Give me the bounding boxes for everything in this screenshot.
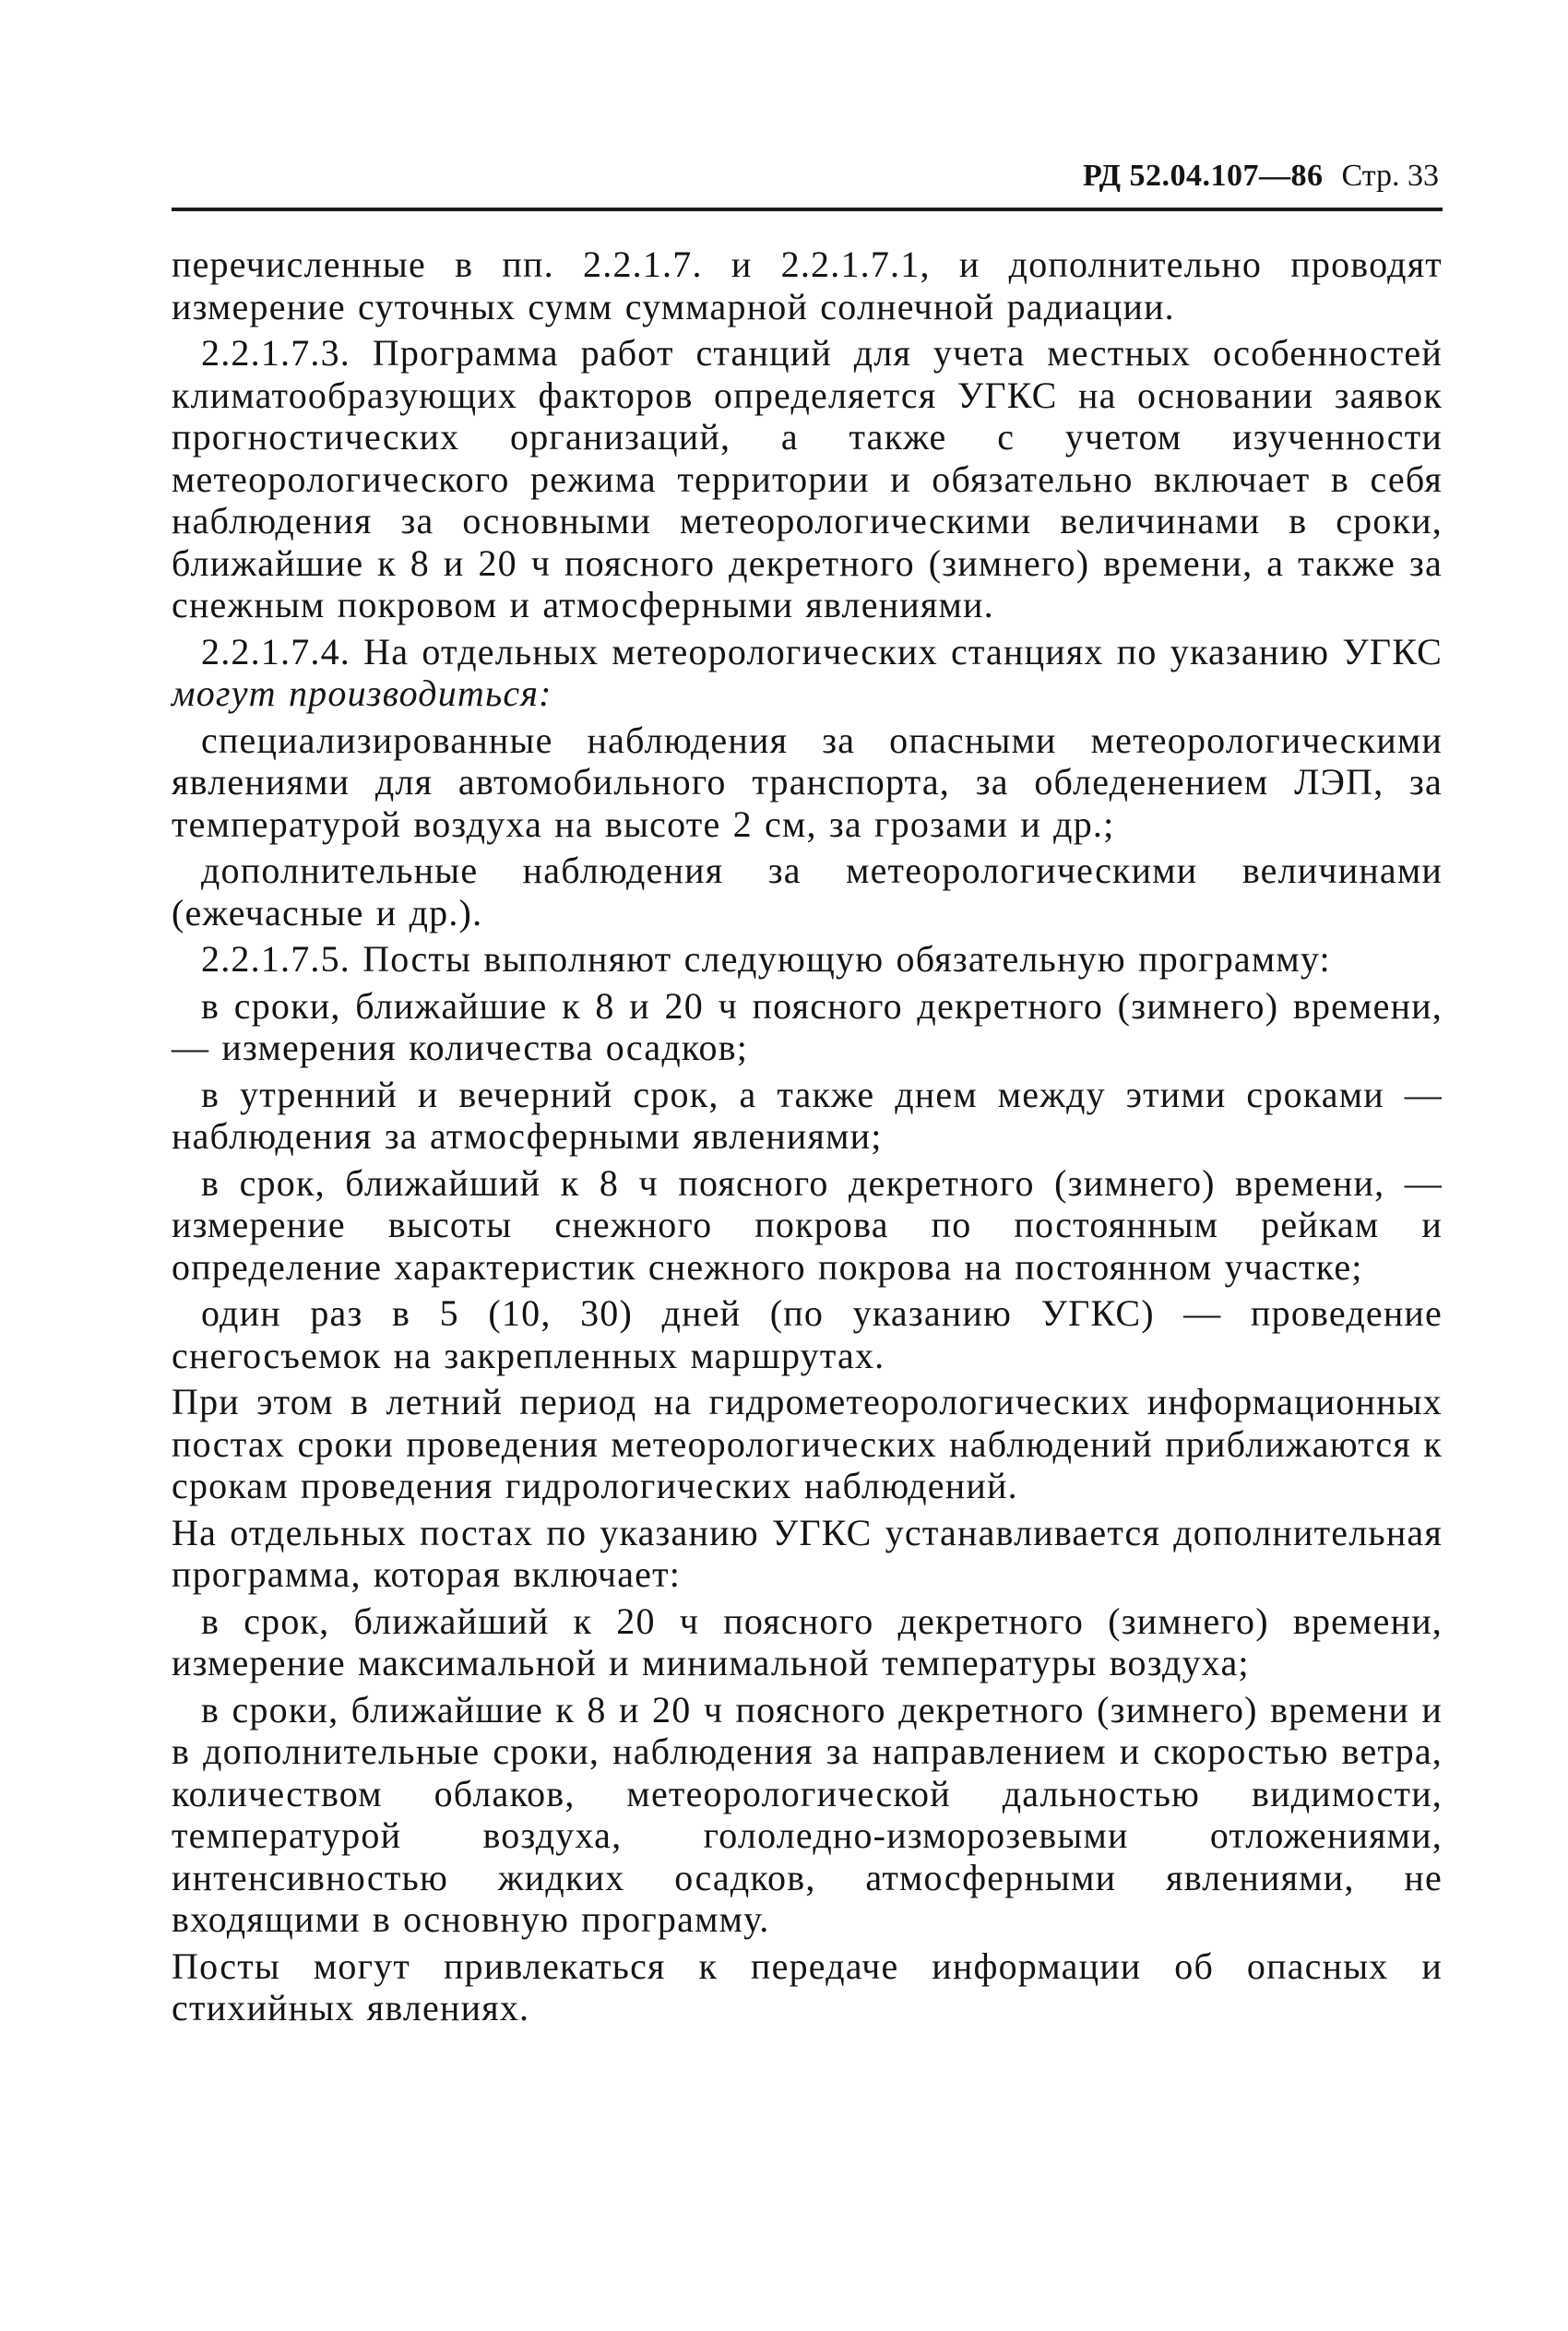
paragraph: дополнительные наблюдения за метеорологическими величинами (ежечасные и др.). [172,850,1443,934]
paragraph: 2.2.1.7.3. Программа работ станций для учета местных особенностей климатообразующих факторов определяется УГКС на основании заявок прогностических организаций, а также с учетом изученности метеорологического режима территории и обязательно включает в себя наблюдения за основными метеорологическими величинами в сроки, ближайшие к 8 и 20 ч поясного декретного (зимнего) времени, а также за снежным покровом и атмосферными явлениями. [172,332,1443,625]
paragraph-lead: 2.2.1.7.4. На отдельных метеорологических станциях по указанию УГКС [201,630,1443,672]
paragraph: При этом в летний период на гидрометеорологических информационных постах сроки проведения метеорологических наблюдений приближаются к срокам проведения гидрологических наблюдений. [172,1381,1443,1506]
paragraph: в срок, ближайший к 8 ч поясного декретного (зимнего) времени, — измерение высоты снежного покрова по постоянным рейкам и определение характеристик снежного покрова на постоянном участке; [172,1161,1443,1288]
paragraph: перечисленные в пп. 2.2.1.7. и 2.2.1.7.1, и дополнительно проводят измерение суточных сумм суммарной солнечной радиации. [172,244,1443,327]
paragraph: На отдельных постах по указанию УГКС устанавливается дополнительная программа, которая включает: [172,1511,1443,1595]
paragraph-italic-phrase: могут производиться: [172,672,552,714]
paragraph [172,631,1443,715]
paragraph: Посты могут привлекаться к передаче информации об опасных и стихийных явлениях. [172,1944,1443,2028]
paragraph: в сроки, ближайшие к 8 и 20 ч поясного декретного (зимнего) времени и в дополнительные сроки, наблюдения за направлением и скоростью ветра, количеством облаков, метеорологической дальностью видимости, температурой воздуха, гололедно-изморозевыми отложениями, интенсивностью жидких осадков, атмосферными явлениями, не входящими в основную программу. [172,1688,1443,1940]
document-code: РД 52.04.107—86 [1082,159,1324,193]
paragraph: 2.2.1.7.5. Посты выполняют следующую обязательную программу: [201,938,1331,980]
paragraph: специализированные наблюдения за опасными метеорологическими явлениями для автомобильного транспорта, за обледенением ЛЭП, за температурой воздуха на высоте 2 см, за грозами и др.; [172,719,1443,845]
page-number: Стр. 33 [1341,159,1439,193]
header-rule [172,208,1443,211]
page-header [978,157,1439,195]
paragraph: в срок, ближайший к 20 ч поясного декретного (зимнего) времени, измерение максимальной и минимальной температуры воздуха; [172,1600,1443,1683]
paragraph: один раз в 5 (10, 30) дней (по указанию УГКС) — проведение снегосъемок на закрепленных маршрутах. [172,1292,1443,1376]
paragraph: в сроки, ближайшие к 8 и 20 ч поясного декретного (зимнего) времени, — измерения количества осадков; [172,984,1443,1068]
body-text [172,244,1443,2034]
paragraph: в утренний и вечерний срок, а также днем между этими сроками — наблюдения за атмосферными явлениями; [172,1073,1443,1157]
